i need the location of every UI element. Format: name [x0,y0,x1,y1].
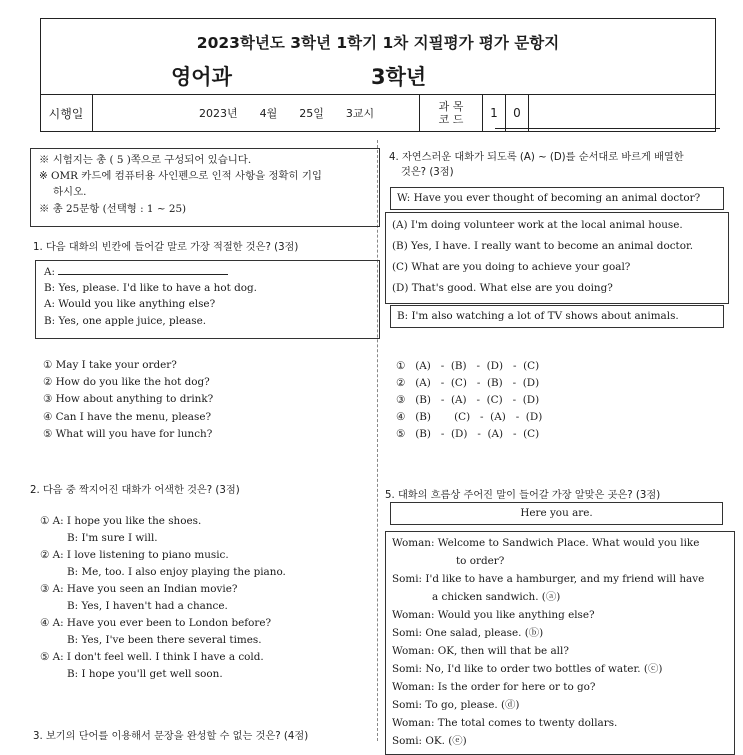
notice-line: ※ 총 25문항 (선택형 : 1 ~ 25) [39,202,187,215]
subject-code-label-line2: 코 드 [438,113,464,126]
q2-stem: 2. 다음 중 짝지어진 대화가 어색한 것은? (3점) [30,485,240,496]
q1-option-2: ② How do you like the hot dog? [43,376,210,389]
notice-line: ※ 시험지는 총 ( 5 )쪽으로 구성되어 있습니다. [39,154,252,166]
q4-mid-line: (D) That's good. What else are you doing? [392,282,613,294]
q1-option-4: ④ Can I have the menu, please? [43,410,212,423]
q5-dialog-line: Somi: I'd like to have a hamburger, and my friend will have [392,573,705,585]
q5-dialog-line: to order? [456,555,505,567]
q4-mid-box [385,212,729,304]
notice-line: 하시오. [53,186,87,199]
column-divider [377,140,378,741]
q2-line: ⑤ A: I don't feel well. I think I have a cold. [40,651,264,663]
q5-given-box: Here you are. [390,502,723,525]
q4-option-2: ② (A) - (C) - (B) - (D) [396,377,540,389]
q4-stem-line: 4. 자연스러운 대화가 되도록 (A) ~ (D)를 순서대로 바르게 배열한 [389,152,684,163]
q4-stem [389,150,684,180]
q5-dialog-line: Woman: Welcome to Sandwich Place. What would you like [392,537,700,549]
exam-date-label: 시행일 [40,95,93,131]
q4-option-3: ③ (B) - (A) - (C) - (D) [396,394,540,406]
subject-code-label [420,95,483,131]
q4-mid-line: (B) Yes, I have. I really want to become an animal doctor. [392,240,694,252]
q5-dialog-line: Somi: To go, please. (ⓓ) [392,699,520,711]
exam-header [40,18,716,132]
q3-stem: 3. 보기의 단어를 이용해서 문장을 완성할 수 없는 것은? (4점) [33,731,309,742]
q4-stem-line: 것은? (3점) [401,167,454,178]
q1-dialog-line: B: Yes, please. I'd like to have a hot dog. [44,282,257,295]
q5-dialog-line: Somi: OK. (ⓔ) [392,735,467,747]
q2-line: ① A: I hope you like the shoes. [40,515,202,527]
subject-code-label-line1: 과 목 [438,100,464,113]
q4-option-4: ④ (B) (C) - (A) - (D) [396,411,543,423]
exam-period: 3교시 [345,107,375,120]
q2-line: ④ A: Have you ever been to London before? [40,617,272,629]
q1-option-5: ⑤ What will you have for lunch? [43,427,213,440]
q1-options [43,357,213,443]
subject-name: 영어과 [171,65,232,89]
q2-line: ③ A: Have you seen an Indian movie? [40,583,238,595]
q5-dialog-line: Woman: Would you like anything else? [392,609,595,621]
q4-top-line-box: W: Have you ever thought of becoming an animal doctor? [390,187,724,210]
notice-box [30,148,380,227]
q2-line: B: Yes, I haven't had a chance. [67,600,228,612]
exam-day: 25일 [299,107,324,120]
q1-dialog-line: A: Would you like anything else? [44,298,216,311]
exam-year: 2023년 [199,107,238,120]
q2-line: B: I hope you'll get well soon. [67,668,223,680]
exam-title: 2023학년도 3학년 1학기 1차 지필평가 평가 문항지 [196,34,560,52]
q2-line: ② A: I love listening to piano music. [40,549,229,561]
exam-date [93,95,420,131]
q2-line: B: Yes, I've been there several times. [67,634,262,646]
q1-option-1: ① May I take your order? [43,359,177,371]
exam-info-row [40,94,715,131]
q4-option-5: ⑤ (B) - (D) - (A) - (C) [396,428,540,440]
q1-option-3: ③ How about anything to drink? [43,393,214,406]
q5-dialog-line: a chicken sandwich. (ⓐ) [432,591,561,603]
q1-dialog-line: A: [44,264,379,280]
q4-options [396,358,542,443]
q4-mid-line: (C) What are you doing to achieve your goal? [392,261,631,273]
q2-line: B: I'm sure I will. [67,532,158,544]
q2-line: B: Me, too. I also enjoy playing the piano. [67,566,286,578]
q5-dialog-line: Somi: One salad, please. (ⓑ) [392,627,544,639]
q5-dialog-box [385,531,735,755]
q1-dialog-line: B: Yes, one apple juice, please. [44,314,207,327]
q2-options [40,513,286,683]
q4-mid-line: (A) I'm doing volunteer work at the local animal house. [392,219,683,231]
answer-blank [58,265,228,275]
q4-option-1: ① (A) - (B) - (D) - (C) [396,360,540,372]
q1-stem: 1. 다음 대화의 빈칸에 들어갈 말로 가장 적절한 것은? (3점) [33,242,299,253]
notice-line: ※ OMR 카드에 컴퓨터용 사인펜으로 인적 사항을 정확히 기입 [39,170,322,183]
q5-dialog-line: Somi: No, I'd like to order two bottles of water. (ⓒ) [392,663,663,675]
grade-name: 3학년 [371,65,427,89]
q4-bottom-line-box: B: I'm also watching a lot of TV shows about animals. [390,305,724,328]
subject-code-digit-1: 1 [483,95,506,131]
subject-code-digit-2: 0 [506,95,529,131]
exam-month: 4월 [259,107,278,120]
q1-dialog-box [35,260,380,339]
q5-stem: 5. 대화의 흐름상 주어진 말이 들어갈 가장 알맞은 곳은? (3점) [385,490,661,501]
q5-dialog-line: Woman: OK, then will that be all? [392,645,569,657]
header-underline [495,128,720,129]
q5-dialog-line: Woman: Is the order for here or to go? [392,681,596,693]
q5-dialog-line: Woman: The total comes to twenty dollars. [392,717,618,729]
